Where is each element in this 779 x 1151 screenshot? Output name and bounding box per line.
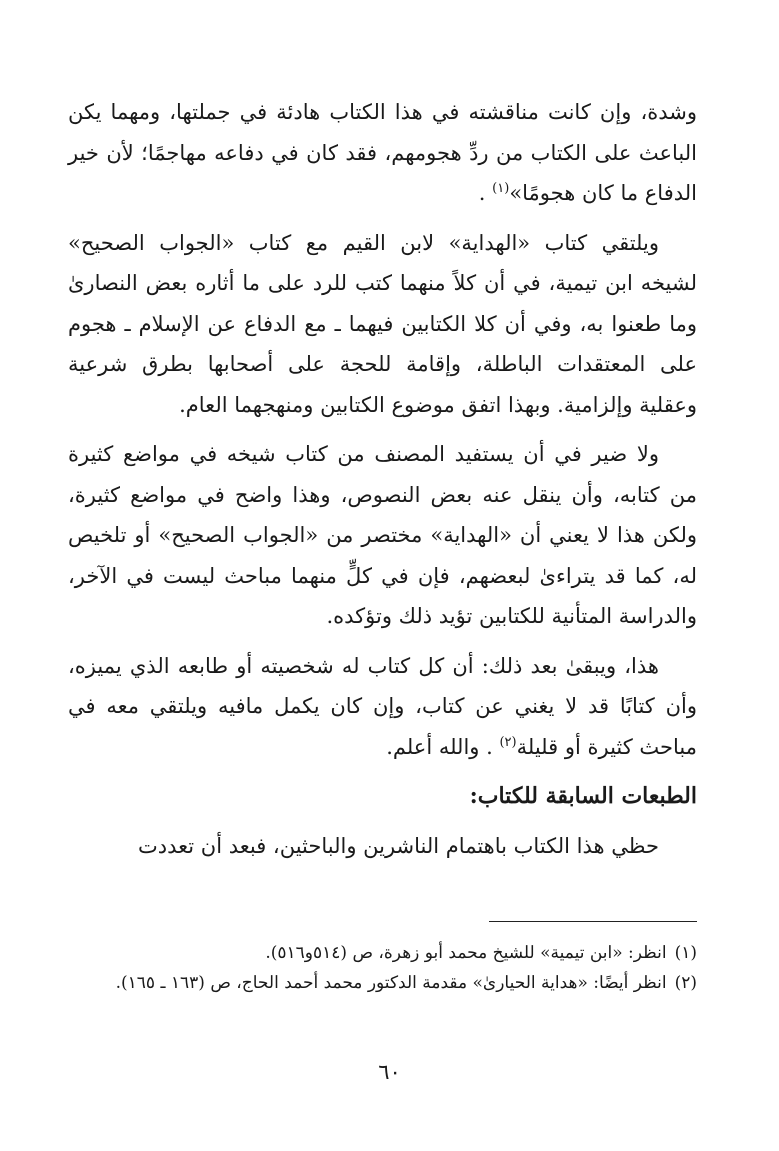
footnote-separator (489, 921, 697, 922)
paragraph-1: وشدة، وإن كانت مناقشته في هذا الكتاب هادئة في جملتها، ومهما يكن الباعث على الكتاب من ردِّ هجومهم، فقد كان في دفاعه مهاجمًا؛ لأن خير الدفاع ما كان هجومًا»$^{(١)}$ . (68, 100, 697, 205)
section-heading: الطبعات السابقة للكتاب: (469, 783, 697, 809)
footnote-1 (68, 938, 697, 968)
page-number: ٦٠ (378, 1060, 401, 1084)
footnote-number: (٢) (674, 973, 697, 993)
footnote-ref-2: (٢) (499, 734, 517, 750)
footnote-number: (١) (674, 943, 697, 963)
paragraph-3: ولا ضير في أن يستفيد المصنف من كتاب شيخه في مواضع كثيرة من كتابه، وأن ينقل عنه بعض النصوص، وهذا واضح في مواضع كثيرة، ولكن هذا لا يعني أن «الهداية» مختصر من «الجواب الصحيح» أو تلخيص له، كما قد يتراءىٰ لبعضهم، فإن في كلٍّ منهما مباحث ليست في الآخر، والدراسة المتأنية للكتابين تؤيد ذلك وتؤكده. (68, 442, 697, 628)
paragraph-2: ويلتقي كتاب «الهداية» لابن القيم مع كتاب «الجواب الصحيح» لشيخه ابن تيمية، في أن كلاً منهما كتب للرد على ما أثاره بعض النصارىٰ وما طعنوا به، وفي أن كلا الكتابين فيهما ـ مع الدفاع عن الإسلام ـ هجوم على المعتقدات الباطلة، وإقامة للحجة على أصحابها بطرق شرعية وعقلية وإلزامية. وبهذا اتفق موضوع الكتابين ومنهجهما العام. (68, 230, 697, 417)
footnotes (68, 938, 697, 998)
body-text (68, 92, 697, 875)
footnote-text: انظر أيضًا: «هداية الحيارىٰ» مقدمة الدكتور محمد أحمد الحاج، ص (١٦٣ ـ ١٦٥). (115, 973, 667, 993)
footnote-ref-1: (١) (492, 181, 510, 196)
paragraph-5: حظي هذا الكتاب باهتمام الناشرين والباحثين، فبعد أن تعددت (138, 833, 659, 858)
footnote-2 (68, 968, 697, 998)
footnote-text: انظر: «ابن تيمية» للشيخ محمد أبو زهرة، ص (٥١٤و٥١٦). (265, 943, 667, 963)
paragraph-4: هذا، ويبقىٰ بعد ذلك: أن كل كتاب له شخصيته أو طابعه الذي يميزه، وأن كتابًا قد لا يغني عن كتاب، وإن كان يكمل مافيه ويلتقي معه في مباحث كثيرة أو قليلة$^{(٢)}$ . والله أعلم. (68, 653, 697, 759)
